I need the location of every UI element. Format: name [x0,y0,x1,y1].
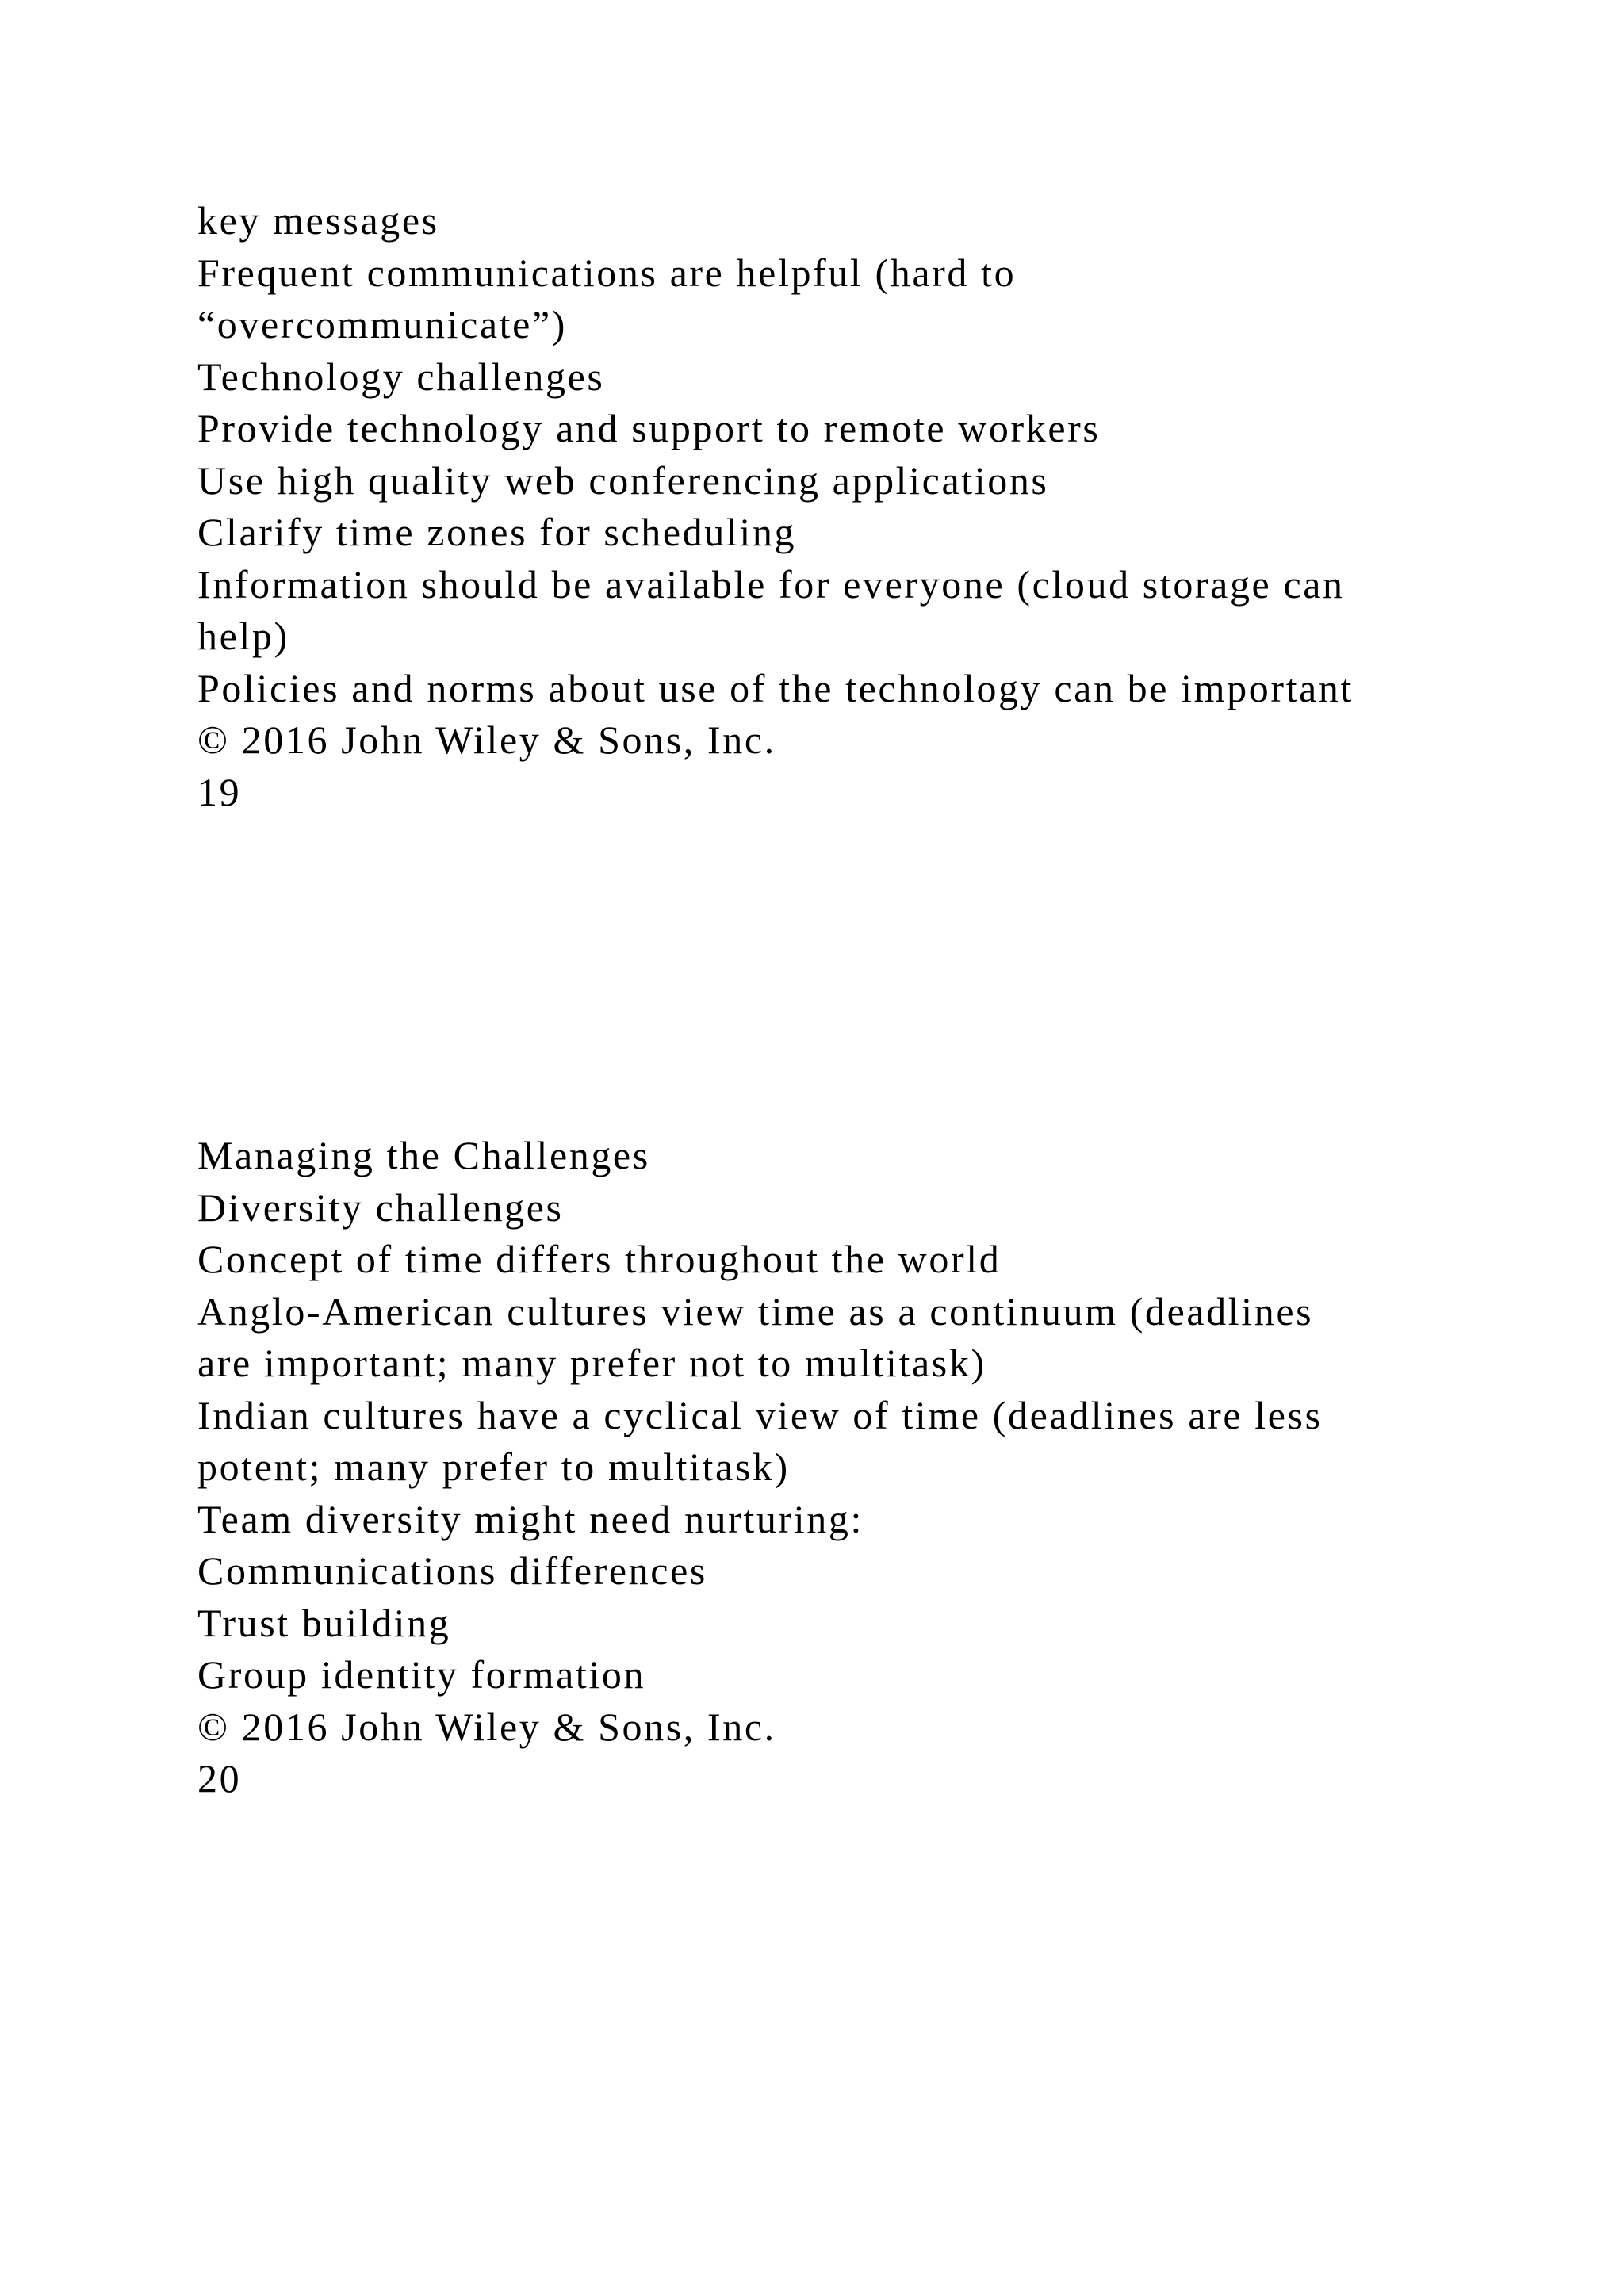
text-line: Diversity challenges [197,1184,564,1230]
slide-number: 19 [197,769,242,814]
text-line: help) [197,614,289,658]
text-line: Clarify time zones for scheduling [197,510,797,554]
slide-title: Managing the Challenges [197,1133,650,1177]
text-line: Communications differences [197,1548,707,1593]
text-line: are important; many prefer not to multitask) [197,1341,986,1385]
text-line: Provide technology and support to remote workers [197,406,1101,450]
text-line: Frequent communications are helpful (hard to [197,250,1017,295]
text-line: Anglo-American cultures view time as a continuum (deadlines [197,1288,1314,1334]
text-line: “overcommunicate”) [197,302,568,346]
text-line: potent; many prefer to multitask) [197,1445,790,1489]
text-line: Technology challenges [197,354,605,399]
text-line: Policies and norms about use of the technology can be important [197,665,1354,710]
text-line: key messages [197,198,439,243]
slide-number: 20 [197,1756,242,1800]
text-line: Group identity formation [197,1652,646,1697]
copyright-line: © 2016 John Wiley & Sons, Inc. [197,1704,776,1749]
text-line: Information should be available for everyone (cloud storage can [197,561,1345,607]
slide-20-text [197,1130,1450,1805]
slide-19-text [197,195,1450,818]
text-line: Indian cultures have a cyclical view of time (deadlines are less [197,1392,1323,1437]
text-line: Concept of time differs throughout the world [197,1237,1002,1281]
text-line: Trust building [197,1600,451,1645]
text-line: Team diversity might need nurturing: [197,1496,864,1541]
copyright-line: © 2016 John Wiley & Sons, Inc. [197,718,776,762]
text-line: Use high quality web conferencing applications [197,457,1049,503]
